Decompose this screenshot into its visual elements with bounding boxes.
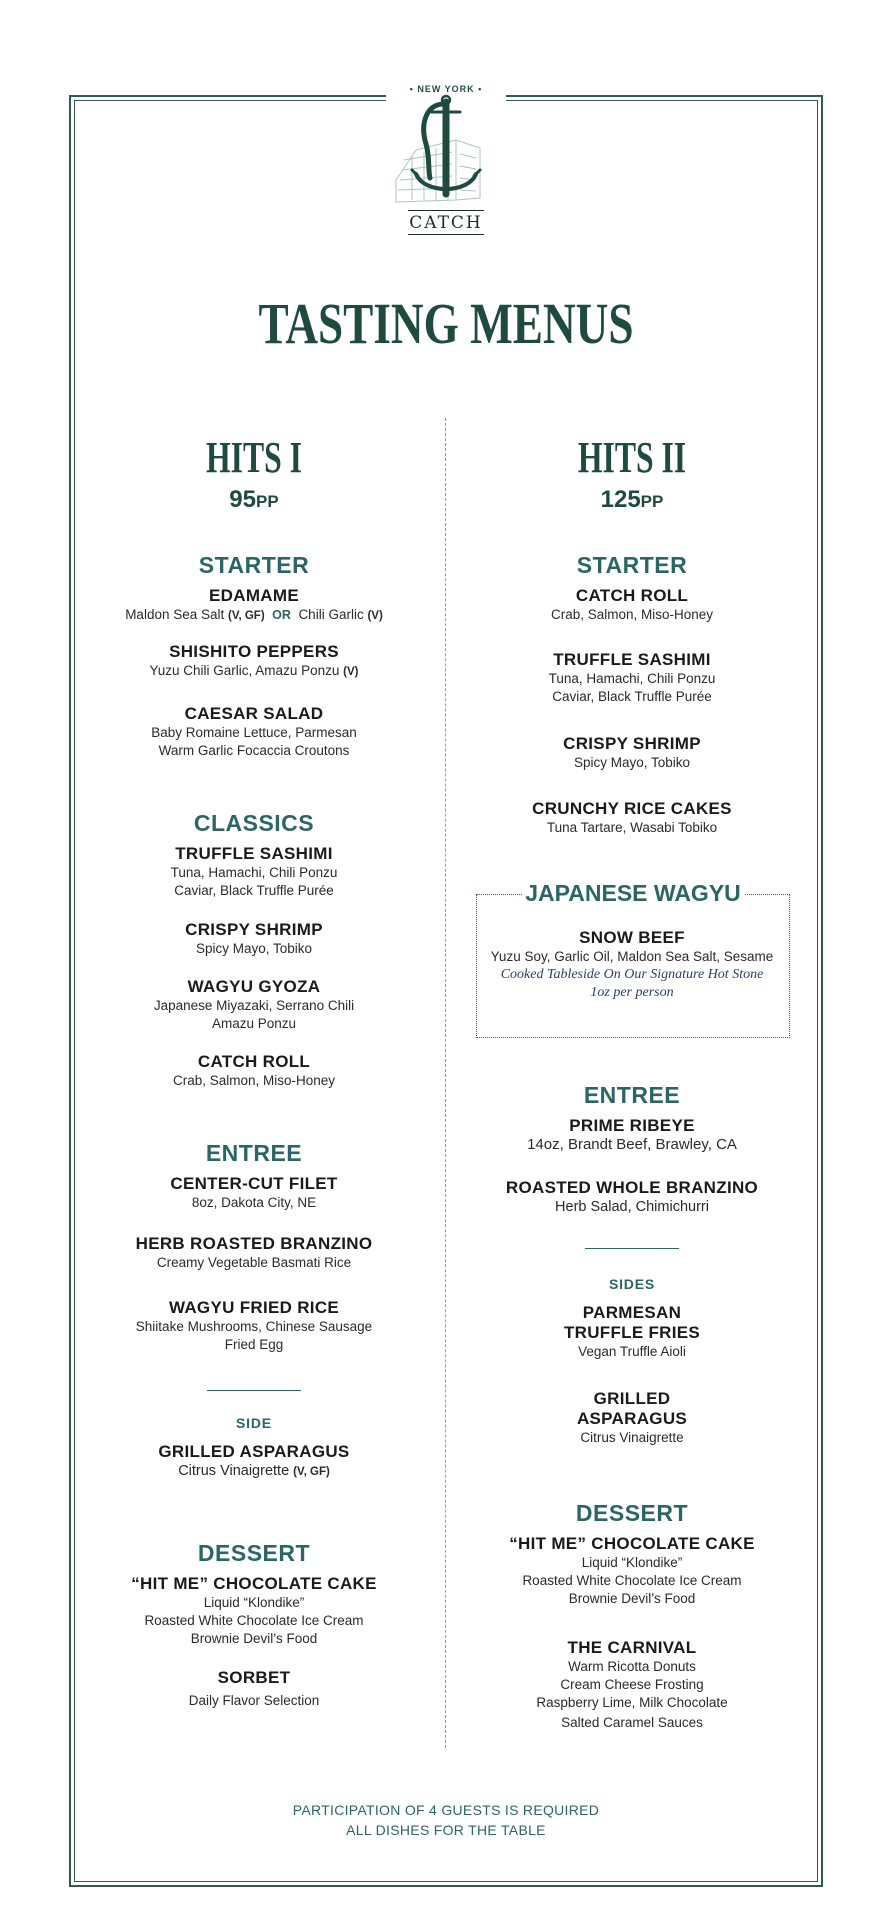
dish-name: TRUFFLE SASHIMI xyxy=(553,650,711,669)
dish-description xyxy=(89,662,419,681)
diet-tag: (V) xyxy=(343,666,359,678)
menu-item xyxy=(467,1534,797,1608)
menu-item xyxy=(89,1298,419,1354)
dish-desc: Spicy Mayo, Tobiko xyxy=(195,941,313,956)
menu-item xyxy=(89,642,419,681)
dish-desc: Brownie Devil’s Food xyxy=(568,1591,696,1606)
dish-desc: Baby Romaine Lettuce, Parmesan xyxy=(151,725,357,740)
menu-item xyxy=(89,1174,419,1212)
menu-item xyxy=(467,734,797,772)
dish-name: TRUFFLE FRIES xyxy=(563,1323,701,1342)
wagyu-box xyxy=(476,894,790,1038)
dish-desc: Crab, Salmon, Miso-Honey xyxy=(172,1073,336,1088)
menu-item xyxy=(89,1668,419,1710)
dish-desc: Salted Caramel Sauces xyxy=(561,1715,703,1730)
menu-item xyxy=(467,799,797,837)
diet-tag: (V, GF) xyxy=(228,610,265,622)
dish-desc: Caviar, Black Truffle Purée xyxy=(552,689,712,704)
dish-name: HERB ROASTED BRANZINO xyxy=(135,1234,373,1253)
dish-desc: Citrus Vinaigrette xyxy=(178,1463,290,1479)
dish-name: CRISPY SHRIMP xyxy=(563,734,701,753)
logo-city: • NEW YORK • xyxy=(409,84,483,94)
dish-name: CRUNCHY RICE CAKES xyxy=(532,799,732,818)
dish-desc: Tuna Tartare, Wasabi Tobiko xyxy=(546,820,718,835)
dish-desc: Tuna, Hamachi, Chili Ponzu xyxy=(548,671,716,686)
section-heading: CLASSICS xyxy=(193,810,315,836)
menu-item xyxy=(89,920,419,958)
section-heading: DESSERT xyxy=(575,1500,689,1526)
anchor-building-icon xyxy=(386,90,506,210)
dish-name: ROASTED WHOLE BRANZINO xyxy=(505,1178,759,1197)
price-value: 125 xyxy=(600,486,641,513)
menu-hits-i xyxy=(89,430,419,1740)
dish-desc: Creamy Vegetable Basmati Rice xyxy=(156,1255,352,1270)
menu-header xyxy=(89,430,419,514)
menu-price xyxy=(89,486,419,514)
section-heading: ENTREE xyxy=(205,1140,303,1166)
menu-name: HITS I xyxy=(206,433,302,482)
dish-name: “HIT ME” CHOCOLATE CAKE xyxy=(509,1534,755,1553)
menu-item xyxy=(89,586,419,625)
dish-desc: Herb Salad, Chimichurri xyxy=(555,1199,709,1215)
dish-desc: Amazu Ponzu xyxy=(211,1016,297,1031)
dish-name: CRISPY SHRIMP xyxy=(185,920,323,939)
price-unit: PP xyxy=(640,492,664,511)
dish-name: CATCH ROLL xyxy=(197,1052,311,1071)
footer-line: PARTICIPATION OF 4 GUESTS IS REQUIRED xyxy=(292,1802,600,1818)
menu-price xyxy=(467,486,797,514)
dish-name: CATCH ROLL xyxy=(575,586,689,605)
or-label: OR xyxy=(272,608,291,622)
menu-item xyxy=(89,1052,419,1090)
section-rule xyxy=(89,1390,419,1391)
menu-item xyxy=(467,586,797,624)
menu-hits-ii xyxy=(467,430,797,1740)
dish-desc: Brownie Devil’s Food xyxy=(190,1631,318,1646)
menu-item xyxy=(467,1178,797,1216)
dish-desc: Fried Egg xyxy=(224,1337,284,1352)
catch-logo xyxy=(386,80,506,242)
dish-desc: Roasted White Chocolate Ice Cream xyxy=(522,1573,742,1588)
page-title: TASTING MENUS xyxy=(258,291,634,356)
logo-brand: CATCH xyxy=(408,210,484,235)
menu-header xyxy=(467,430,797,514)
dish-name: “HIT ME” CHOCOLATE CAKE xyxy=(131,1574,377,1593)
menu-item xyxy=(467,650,797,706)
dish-desc: Daily Flavor Selection xyxy=(188,1693,320,1708)
dish-desc: Shiitake Mushrooms, Chinese Sausage xyxy=(135,1319,373,1334)
dish-desc: Raspberry Lime, Milk Chocolate xyxy=(536,1695,728,1710)
menu-item xyxy=(467,1303,797,1361)
price-value: 95 xyxy=(229,486,256,513)
menu-item xyxy=(89,704,419,760)
dish-name: SNOW BEEF xyxy=(579,928,685,947)
menu-item xyxy=(467,1116,797,1154)
dish-name: PARMESAN xyxy=(582,1303,682,1322)
dish-desc-a: Maldon Sea Salt xyxy=(125,607,225,622)
dish-desc: Citrus Vinaigrette xyxy=(580,1430,684,1445)
section-heading: DESSERT xyxy=(197,1540,311,1566)
dish-desc: Warm Ricotta Donuts xyxy=(568,1659,696,1674)
section-rule xyxy=(467,1248,797,1249)
dish-desc: Japanese Miyazaki, Serrano Chili xyxy=(153,998,355,1013)
menu-item xyxy=(467,1389,797,1447)
dish-desc: Warm Garlic Focaccia Croutons xyxy=(158,743,350,758)
menu-item xyxy=(89,1574,419,1648)
dish-name: EDAMAME xyxy=(209,586,299,605)
dish-note: Cooked Tableside On Our Signature Hot Stone xyxy=(500,967,764,982)
dish-description xyxy=(89,1462,419,1481)
dish-name: SORBET xyxy=(217,1668,291,1687)
menu-item xyxy=(467,1638,797,1732)
diet-tag: (V, GF) xyxy=(293,1466,330,1478)
footer-line: ALL DISHES FOR THE TABLE xyxy=(346,1822,546,1838)
dish-desc: Yuzu Soy, Garlic Oil, Maldon Sea Salt, Sesame xyxy=(490,949,774,964)
section-heading: JAPANESE WAGYU xyxy=(522,880,744,907)
dish-name: TRUFFLE SASHIMI xyxy=(175,844,333,863)
menu-item xyxy=(89,977,419,1033)
dish-desc: Caviar, Black Truffle Purée xyxy=(174,883,334,898)
dish-note: 1oz per person xyxy=(590,985,674,1000)
dish-desc: Roasted White Chocolate Ice Cream xyxy=(144,1613,364,1628)
dish-name: PRIME RIBEYE xyxy=(569,1116,695,1135)
dish-desc: Tuna, Hamachi, Chili Ponzu xyxy=(170,865,338,880)
dish-name: WAGYU FRIED RICE xyxy=(168,1298,340,1317)
dish-desc: Spicy Mayo, Tobiko xyxy=(573,755,691,770)
dish-desc: 14oz, Brandt Beef, Brawley, CA xyxy=(527,1136,737,1153)
menu-item xyxy=(89,844,419,900)
dish-desc: Vegan Truffle Aioli xyxy=(578,1344,686,1359)
dish-desc: 8oz, Dakota City, NE xyxy=(191,1195,317,1210)
dish-name: GRILLED ASPARAGUS xyxy=(158,1442,350,1461)
menu-item xyxy=(89,1234,419,1272)
column-divider xyxy=(445,418,446,1748)
footer-note xyxy=(0,1800,892,1840)
dish-desc-b: Chili Garlic xyxy=(298,607,364,622)
dish-desc: Yuzu Chili Garlic, Amazu Ponzu xyxy=(149,663,340,678)
section-heading: SIDES xyxy=(608,1276,655,1292)
dish-desc: Crab, Salmon, Miso-Honey xyxy=(550,607,714,622)
dish-description xyxy=(89,606,419,625)
menu-item xyxy=(89,1442,419,1481)
dish-name: THE CARNIVAL xyxy=(567,1638,697,1657)
section-heading: ENTREE xyxy=(583,1082,681,1108)
dish-desc: Liquid “Klondike” xyxy=(581,1555,683,1570)
section-heading: STARTER xyxy=(576,552,688,578)
price-unit: PP xyxy=(256,492,279,511)
dish-name: ASPARAGUS xyxy=(576,1409,688,1428)
dish-name: WAGYU GYOZA xyxy=(187,977,321,996)
dish-name: CAESAR SALAD xyxy=(184,704,324,723)
section-heading: SIDE xyxy=(236,1415,272,1431)
dish-name: SHISHITO PEPPERS xyxy=(169,642,339,661)
menu-name: HITS II xyxy=(577,433,687,482)
section-heading: STARTER xyxy=(198,552,310,578)
dish-name: CENTER-CUT FILET xyxy=(170,1174,338,1193)
dish-desc: Liquid “Klondike” xyxy=(203,1595,305,1610)
dish-desc: Cream Cheese Frosting xyxy=(560,1677,704,1692)
diet-tag: (V) xyxy=(367,610,383,622)
dish-name: GRILLED xyxy=(593,1389,671,1408)
